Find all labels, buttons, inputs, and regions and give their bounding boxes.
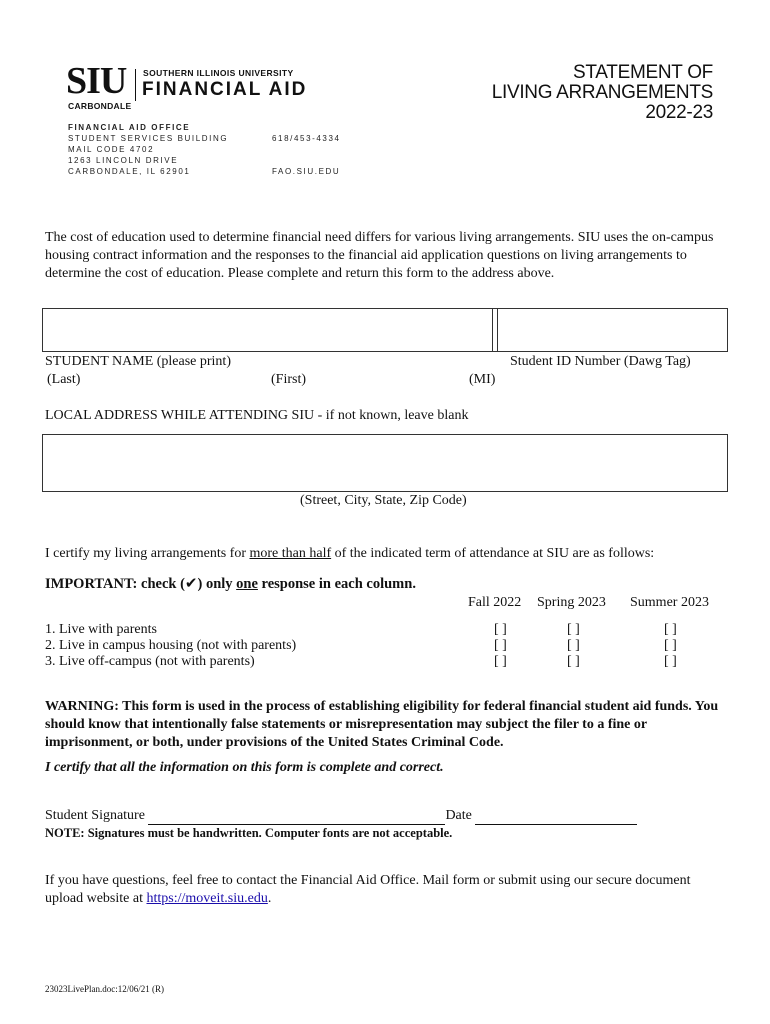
office-phone: 618/453-4334 bbox=[272, 134, 341, 143]
first-name-label: (First) bbox=[271, 372, 306, 387]
checkbox-fall-offcampus[interactable]: [ ] bbox=[494, 654, 507, 669]
signature-note: NOTE: Signatures must be handwritten. Computer fonts are not acceptable. bbox=[45, 826, 453, 840]
term-header-fall: Fall 2022 bbox=[468, 595, 522, 610]
important-after: response in each column. bbox=[257, 576, 416, 592]
contact-text: If you have questions, feel free to contact the Financial Aid Office. Mail form or submit using our secure document upload website at bbox=[45, 873, 691, 906]
logo-campus: CARBONDALE bbox=[68, 101, 132, 111]
student-name-field[interactable] bbox=[44, 310, 490, 348]
certification-statement: I certify that all the information on this form is complete and correct. bbox=[45, 760, 444, 775]
office-address-line: 1263 LINCOLN DRIVE bbox=[68, 156, 179, 165]
signature-label: Student Signature bbox=[45, 808, 149, 823]
checkbox-spring-campus[interactable]: [ ] bbox=[567, 638, 580, 653]
date-label: Date bbox=[445, 808, 476, 823]
certify-text-before: I certify my living arrangements for bbox=[45, 546, 250, 561]
important-underlined: one bbox=[236, 576, 258, 592]
office-address-line: MAIL CODE 4702 bbox=[68, 145, 155, 154]
student-id-label: Student ID Number (Dawg Tag) bbox=[510, 354, 691, 369]
date-field[interactable] bbox=[475, 810, 637, 825]
office-website: FAO.SIU.EDU bbox=[272, 167, 341, 176]
last-name-label: (Last) bbox=[47, 372, 81, 387]
office-address-line: CARBONDALE, IL 62901 bbox=[68, 167, 191, 176]
middle-initial-label: (MI) bbox=[469, 372, 496, 387]
signature-row bbox=[45, 807, 637, 825]
important-before: IMPORTANT: check ( bbox=[45, 576, 185, 592]
document-title bbox=[492, 63, 713, 123]
intro-paragraph: The cost of education used to determine financial need differs for various living arrangements. SIU uses the on-campus housing contract information and the responses to the financial aid application questions on living arrangements to determine the cost of education. Please complete and return this form to the address above. bbox=[45, 230, 714, 281]
checkbox-summer-parents[interactable]: [ ] bbox=[664, 622, 677, 637]
box-divider bbox=[492, 309, 493, 351]
warning-paragraph: WARNING: This form is used in the process of establishing eligibility for federal financial student aid funds. You should know that intentionally false statements or misrepresentation may subject the filer to a fine or imprisonment, or both, under provisions of the United States Criminal Code. bbox=[45, 699, 719, 750]
logo-university-name: SOUTHERN ILLINOIS UNIVERSITY bbox=[143, 68, 294, 78]
certify-text-after: of the indicated term of attendance at SIU are as follows: bbox=[331, 546, 655, 561]
siu-logo-wordmark: SIU bbox=[66, 60, 127, 102]
checkbox-fall-campus[interactable]: [ ] bbox=[494, 638, 507, 653]
contact-text-end: . bbox=[267, 891, 272, 906]
important-middle: ) only bbox=[197, 576, 237, 592]
title-line-1: STATEMENT OF bbox=[573, 62, 713, 83]
document-footer-code: 23023LivePlan.doc:12/06/21 (R) bbox=[45, 984, 164, 994]
office-address-line: STUDENT SERVICES BUILDING bbox=[68, 134, 229, 143]
term-header-summer: Summer 2023 bbox=[630, 595, 709, 610]
option-off-campus: 3. Live off-campus (not with parents) bbox=[45, 654, 255, 669]
logo-financial-aid: FINANCIAL AID bbox=[142, 79, 308, 100]
student-id-field[interactable] bbox=[500, 310, 724, 348]
option-live-with-parents: 1. Live with parents bbox=[45, 622, 157, 637]
local-address-label: LOCAL ADDRESS WHILE ATTENDING SIU - if not known, leave blank bbox=[45, 408, 469, 423]
local-address-field[interactable] bbox=[42, 434, 728, 492]
address-sublabel: (Street, City, State, Zip Code) bbox=[300, 493, 467, 508]
certify-living-arrangements bbox=[45, 545, 654, 563]
office-title: FINANCIAL AID OFFICE bbox=[68, 123, 191, 132]
contact-paragraph bbox=[45, 872, 705, 908]
checkmark-icon: ✔ bbox=[184, 574, 198, 592]
checkbox-summer-offcampus[interactable]: [ ] bbox=[664, 654, 677, 669]
title-line-3: 2022-23 bbox=[645, 102, 713, 123]
certify-text-underlined: more than half bbox=[249, 546, 332, 561]
checkbox-spring-parents[interactable]: [ ] bbox=[567, 622, 580, 637]
important-instruction bbox=[45, 574, 416, 593]
term-header-spring: Spring 2023 bbox=[537, 595, 606, 610]
title-line-2: LIVING ARRANGEMENTS bbox=[491, 82, 713, 103]
upload-website-link[interactable]: https://moveit.siu.edu bbox=[146, 891, 268, 906]
student-name-label: STUDENT NAME (please print) bbox=[45, 354, 231, 369]
checkbox-fall-parents[interactable]: [ ] bbox=[494, 622, 507, 637]
option-campus-housing: 2. Live in campus housing (not with parents) bbox=[45, 638, 297, 653]
signature-field[interactable] bbox=[148, 810, 445, 825]
checkbox-spring-offcampus[interactable]: [ ] bbox=[567, 654, 580, 669]
checkbox-summer-campus[interactable]: [ ] bbox=[664, 638, 677, 653]
logo-divider bbox=[135, 69, 136, 101]
box-divider bbox=[497, 309, 498, 351]
